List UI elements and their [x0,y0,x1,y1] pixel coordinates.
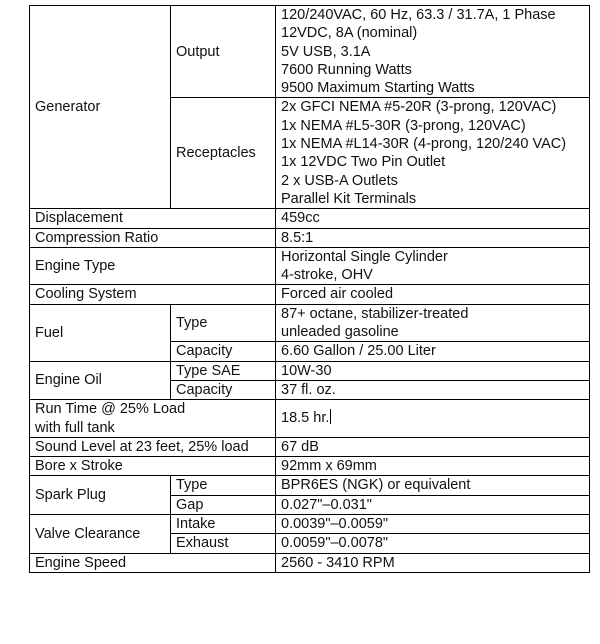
engine-oil-label: Engine Oil [30,361,171,400]
receptacles-values [276,98,590,209]
bore-value: 92mm x 69mm [276,457,590,476]
engine-type-line: 4-stroke, OHV [281,267,373,284]
engine-type-values [276,247,590,285]
displacement-row [30,209,590,228]
spark-plug-gap-value: 0.027"–0.031" [276,495,590,514]
run-time-label [30,400,276,438]
fuel-type-values [276,304,590,342]
spark-plug-type-label: Type [171,476,276,495]
engine-speed-row [30,553,590,572]
spark-plug-label: Spark Plug [30,476,171,515]
valve-exhaust-value: 0.0059"–0.0078" [276,534,590,553]
engine-type-label: Engine Type [30,247,276,285]
cooling-value: Forced air cooled [276,285,590,304]
fuel-type-line: 87+ octane, stabilizer-treated [281,305,469,322]
fuel-label: Fuel [30,304,171,361]
receptacles-label: Receptacles [171,98,276,209]
compression-label: Compression Ratio [30,228,276,247]
oil-capacity-label: Capacity [171,380,276,399]
sound-value: 67 dB [276,437,590,456]
text-cursor [330,409,331,424]
sound-label: Sound Level at 23 feet, 25% load [30,437,276,456]
engine-speed-value: 2560 - 3410 RPM [276,553,590,572]
sound-row [30,437,590,456]
oil-type-value: 10W-30 [276,361,590,380]
output-line: 120/240VAC, 60 Hz, 63.3 / 31.7A, 1 Phase [281,7,556,23]
valve-exhaust-label: Exhaust [171,534,276,553]
output-line: 7600 Running Watts [281,61,412,78]
spec-sheet [29,5,590,573]
bore-row [30,457,590,476]
run-time-label-line: Run Time @ 25% Load [35,401,186,418]
engine-type-row [30,247,590,285]
compression-row [30,228,590,247]
generator-output-row [30,6,590,98]
spark-plug-type-row [30,476,590,495]
receptacle-line: Parallel Kit Terminals [281,190,417,207]
oil-type-row [30,361,590,380]
cooling-row [30,285,590,304]
displacement-label: Displacement [30,209,276,228]
valve-clearance-label: Valve Clearance [30,515,171,554]
run-time-row [30,400,590,438]
specifications-table [29,5,590,573]
engine-type-line: Horizontal Single Cylinder [281,248,448,265]
fuel-type-label: Type [171,304,276,342]
receptacle-line: 1x 12VDC Two Pin Outlet [281,154,446,171]
bore-label: Bore x Stroke [30,457,276,476]
valve-intake-label: Intake [171,515,276,534]
run-time-cell [276,400,590,438]
run-time-label-line: with full tank [35,419,115,436]
fuel-type-line: unleaded gasoline [281,324,399,341]
output-line: 9500 Maximum Starting Watts [281,80,475,97]
engine-speed-label: Engine Speed [30,553,276,572]
run-time-value: 18.5 hr. [281,410,330,427]
valve-intake-row [30,515,590,534]
receptacle-line: 1x NEMA #L14-30R (4-prong, 120/240 VAC) [281,136,567,153]
cooling-label: Cooling System [30,285,276,304]
receptacle-line: 2x GFCI NEMA #5-20R (3-prong, 120VAC) [281,99,557,116]
compression-value: 8.5:1 [276,228,590,247]
output-values [276,6,590,98]
fuel-type-row [30,304,590,342]
valve-intake-value: 0.0039"–0.0059" [276,515,590,534]
receptacle-line: 2 x USB-A Outlets [281,172,398,189]
fuel-capacity-value: 6.60 Gallon / 25.00 Liter [276,342,590,361]
spark-plug-type-value: BPR6ES (NGK) or equivalent [276,476,590,495]
displacement-value: 459cc [276,209,590,228]
oil-capacity-value: 37 fl. oz. [276,380,590,399]
oil-type-label: Type SAE [171,361,276,380]
receptacle-line: 1x NEMA #L5-30R (3-prong, 120VAC) [281,117,526,134]
spark-plug-gap-label: Gap [171,495,276,514]
output-line: 5V USB, 3.1A [281,43,371,60]
output-label: Output [171,6,276,98]
fuel-capacity-label: Capacity [171,342,276,361]
output-line: 12VDC, 8A (nominal) [281,25,418,42]
generator-label: Generator [30,6,171,209]
